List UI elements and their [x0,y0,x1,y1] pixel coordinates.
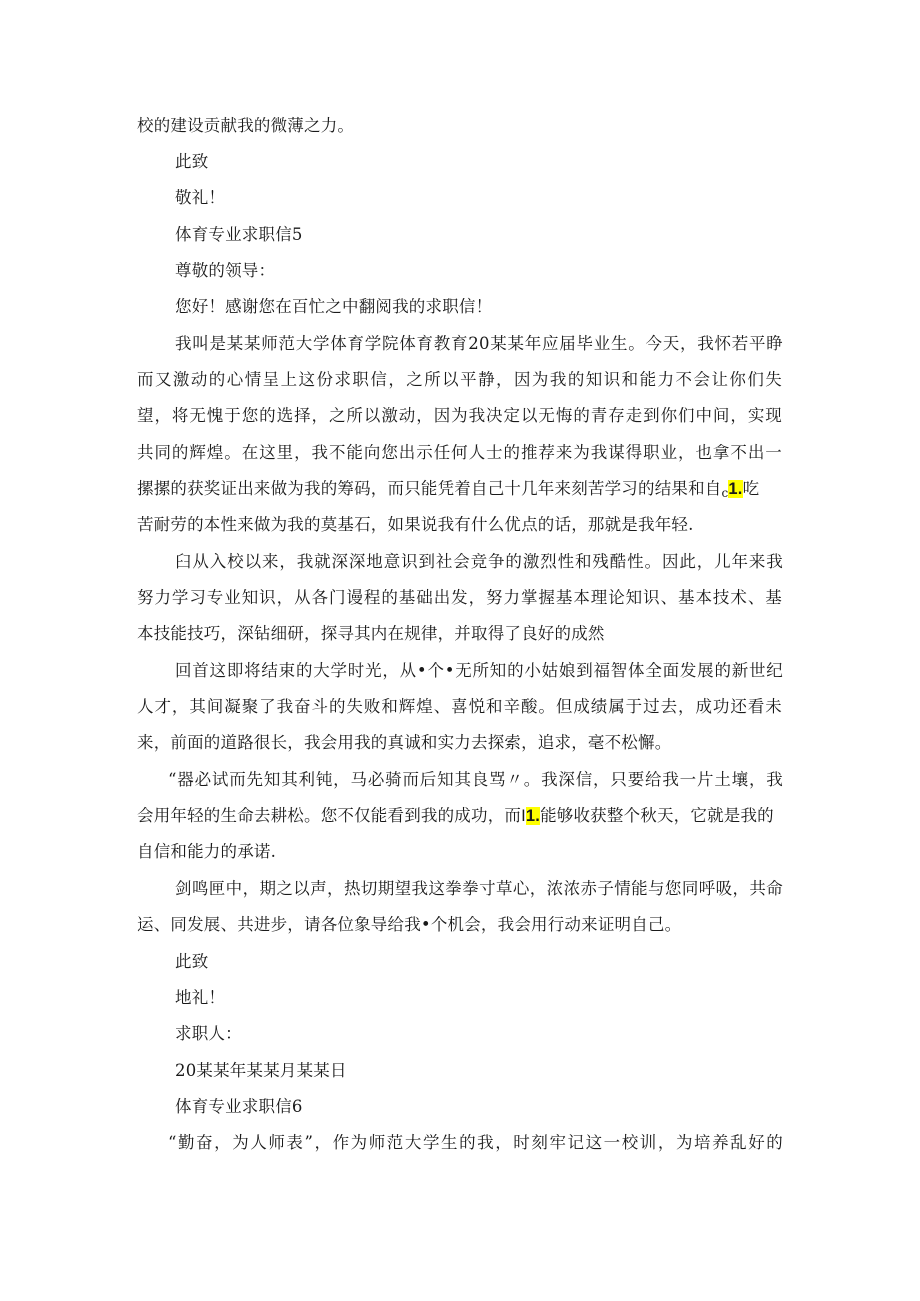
section-heading: 体育专业求职信6 [175,1097,303,1116]
paragraph-line-highlighted [137,805,774,827]
paragraph-line: 人才，其间凝聚了我奋斗的失败和辉煌、喜悦和辛酸。但成绩属于过去，成功还看未 [137,697,782,716]
closing-phrase: 此致 [175,952,209,971]
highlight-mark: 1. [525,807,541,825]
paragraph-line: “勤奋，为人师表”，作为师范大学生的我，时刻牢记这一校训，为培养乱好的 [168,1133,783,1152]
greeting-line: 尊敬的领导： [175,261,276,280]
salutation-closing: 敬礼！ [175,188,226,207]
paragraph-line: 臼从入校以来，我就深深地意识到社会竞争的激烈性和残酷性。因此，儿年来我 [175,552,783,571]
paragraph-line: “器必试而先知其利钝，马必骑而后知其良骂〃。我深信，只要给我一片土壤，我 [168,770,783,789]
paragraph-line: 而又激动的心情呈上这份求职信，之所以平静，因为我的知识和能力不会让你们失 [137,370,782,389]
applicant-label: 求职人： [175,1024,242,1043]
highlight-mark: 1. [728,480,743,498]
paragraph-text: 摞摞的获奖证出来做为我的筹码，而只能凭着自己十几年来刻苦学习的结果和自 [137,479,722,498]
subscript-text: c [721,486,729,500]
paragraph-line: 望，将无愧于您的选择，之所以激动，因为我决定以无悔的青存走到你们中间，实现 [137,406,782,425]
paragraph-line: 苦耐劳的本性来做为我的莫基石，如果说我有什么优点的话，那就是我年轻. [137,515,694,534]
section-heading: 体育专业求职信5 [175,225,303,244]
paragraph-line-highlighted [137,478,759,504]
paragraph-line: 来，前面的道路很长，我会用我的真诚和实力去探索，追求，毫不松懈。 [137,733,672,752]
stray-character: I [521,807,526,825]
paragraph-line: 努力学习专业知识，从各门谩程的基础出发，努力掌握基本理论知识、基本技术、基 [137,588,782,607]
paragraph-line: 运、同发展、共进步，请各位象导给我•个机会，我会用行动来证明自己。 [137,915,682,934]
paragraph-line: 剑鸣匣中，期之以声，热切期望我这拳拳寸草心，浓浓赤子情能与您同呼吸，共命 [175,879,783,898]
paragraph-line: 回首这即将结束的大学时光，从•个•无所知的小姑娘到福智体全面发展的新世纪 [175,661,783,680]
paragraph-text: 会用年轻的生命去耕松。您不仅能看到我的成功，而 [137,806,522,825]
paragraph-text: 能够收获整个秋天，它就是我的 [540,806,774,825]
salutation-closing: 地礼！ [175,988,226,1007]
date-line: 20某某年某某月某某日 [175,1061,347,1080]
paragraph-line: 共同的辉煌。在这里，我不能向您出示任何人士的推荐来为我谋得职业，也拿不出一 [137,443,782,462]
paragraph-line: 您好！感谢您在百忙之中翻阅我的求职信！ [175,297,493,316]
paragraph-text: 吃 [742,479,760,498]
paragraph-line: 我叫是某某师范大学体育学院体育教育20某某年应届毕业生。今天，我怀若平睁 [175,334,783,353]
closing-phrase: 此致 [175,152,209,171]
paragraph-line: 本技能技巧，深钻细研，探寻其内在规律，并取得了良好的成然 [137,624,605,643]
paragraph-line: 自信和能力的承诺. [137,842,277,861]
paragraph-line: 校的建设贡献我的微薄之力。 [137,116,355,135]
